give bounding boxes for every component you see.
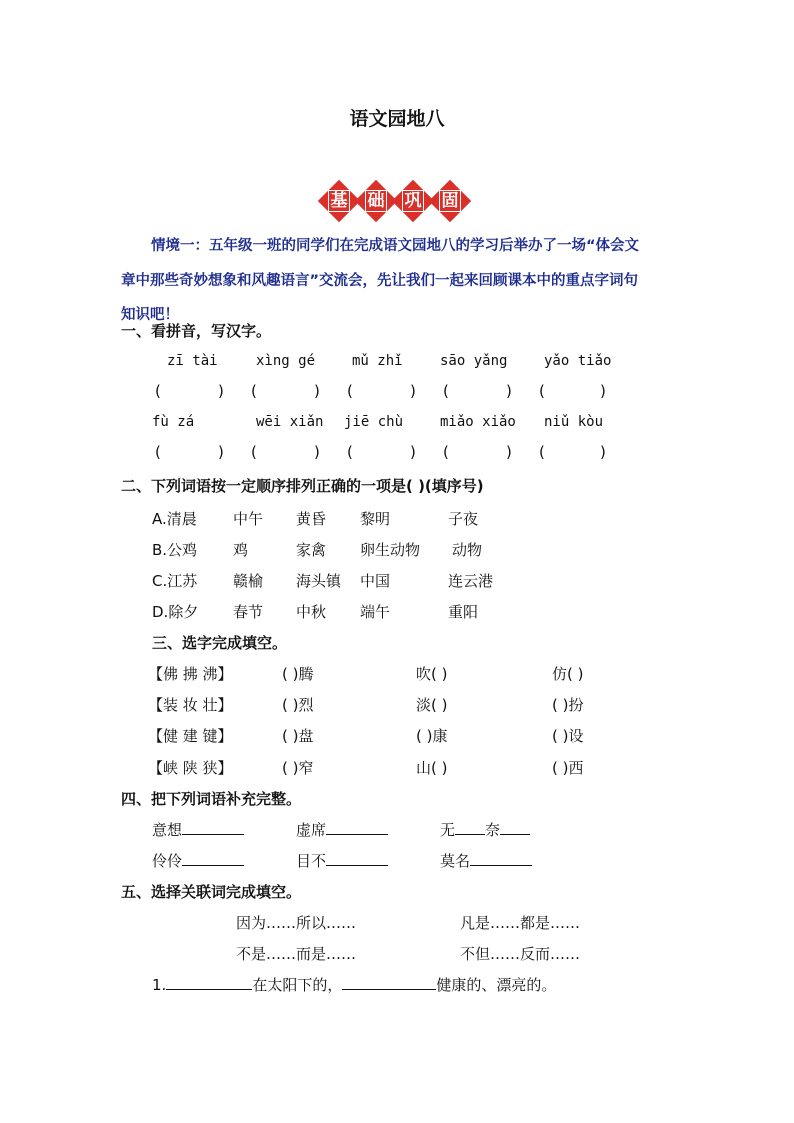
option-item: 子夜 (448, 510, 479, 528)
pinyin: wēi xiǎn (256, 414, 324, 430)
page-title: 语文园地八 (349, 108, 445, 130)
badge-char: 固 (433, 184, 467, 218)
option-item: B.公鸡 (152, 541, 198, 559)
intro-paragraph: 情境一：五年级一班的同学们在完成语文园地八的学习后举办了一场“体会文章中那些奇妙想象和风趣语言”交流会，先让我们一起来回顾课本中的重点字词句知识吧！ (121, 238, 640, 323)
paren-open: ( (539, 382, 545, 400)
option-item: 家禽 (296, 541, 327, 559)
paren-close: ) (410, 443, 416, 461)
paren-open: ( (443, 382, 449, 400)
fill-blank: 淡( ) (416, 696, 448, 714)
fill-blank: ( )腾 (282, 665, 314, 683)
char-group: 【健 建 键】 (148, 727, 233, 745)
idiom-item: 意想 (152, 819, 244, 840)
option-item: 中午 (233, 510, 264, 528)
fill-blank: ( )康 (416, 727, 448, 745)
paren-close: ) (506, 443, 512, 461)
conjunction-pair: 凡是……都是…… (460, 914, 581, 932)
paren-close: ) (314, 443, 320, 461)
option-item: 中国 (360, 572, 391, 590)
paren-open: ( (347, 443, 353, 461)
option-item: 鸡 (233, 541, 249, 559)
pinyin: niǔ kòu (544, 414, 604, 430)
option-item: A.清晨 (152, 510, 197, 528)
fill-blank: ( )西 (552, 759, 584, 777)
option-item: D.除夕 (152, 603, 199, 621)
option-item: 海头镇 (296, 572, 342, 590)
paren-close: ) (600, 443, 606, 461)
fill-blank: ( )扮 (552, 696, 584, 714)
paren-open: ( (155, 443, 161, 461)
paren-open: ( (539, 443, 545, 461)
option-item: 黎明 (360, 510, 391, 528)
badge-char: 础 (359, 184, 393, 218)
fill-blank: ( )设 (552, 727, 584, 745)
section3-heading: 三、选字完成填空。 (152, 634, 288, 652)
conjunction-pair: 不是……而是…… (236, 945, 357, 963)
pinyin: jiē chù (344, 414, 404, 430)
idiom-item: 目不 (296, 850, 388, 871)
conjunction-pair: 不但……反而…… (460, 945, 581, 963)
section2-heading: 二、下列词语按一定顺序排列正确的一项是( )(填序号) (121, 477, 484, 495)
paren-close: ) (218, 443, 224, 461)
pinyin: miǎo xiǎo (440, 414, 516, 430)
section4-heading: 四、把下列词语补充完整。 (121, 790, 302, 808)
option-item: 连云港 (448, 572, 494, 590)
badge-char: 巩 (396, 184, 430, 218)
paren-open: ( (443, 443, 449, 461)
option-item: 赣榆 (233, 572, 264, 590)
char-group: 【装 妆 壮】 (148, 696, 233, 714)
paren-close: ) (218, 382, 224, 400)
paren-close: ) (314, 382, 320, 400)
pinyin: yǎo tiǎo (544, 353, 612, 369)
option-item: 春节 (233, 603, 264, 621)
option-item: 重阳 (448, 603, 479, 621)
section1-heading: 一、看拼音，写汉字。 (121, 322, 272, 340)
pinyin: zī tài (167, 353, 218, 369)
pinyin: xìng gé (256, 353, 316, 369)
char-group: 【峡 陕 狭】 (148, 759, 233, 777)
fill-blank: 仿( ) (552, 665, 584, 683)
idiom-item: 无 奈 (440, 819, 530, 840)
pinyin: sāo yǎng (440, 353, 508, 369)
section5-heading: 五、选择关联词完成填空。 (121, 883, 302, 901)
option-item: C.江苏 (152, 572, 198, 590)
option-item: 动物 (452, 541, 483, 559)
fill-blank: 吹( ) (416, 665, 448, 683)
pinyin: mǔ zhǐ (352, 353, 403, 369)
fill-blank: ( )烈 (282, 696, 314, 714)
fill-blank: ( )窄 (282, 759, 314, 777)
paren-close: ) (506, 382, 512, 400)
paren-open: ( (155, 382, 161, 400)
conjunction-pair: 因为……所以…… (236, 914, 357, 932)
fill-blank: ( )盘 (282, 727, 314, 745)
char-group: 【佛 拂 沸】 (148, 665, 233, 683)
option-item: 中秋 (296, 603, 327, 621)
paren-open: ( (251, 443, 257, 461)
pinyin: fù zá (152, 414, 195, 430)
option-item: 端午 (360, 603, 391, 621)
badge-char: 基 (322, 184, 356, 218)
option-item: 黄昏 (296, 510, 327, 528)
fill-blank: 山( ) (416, 759, 448, 777)
question-1: 1. 在太阳下的， 健康的、漂亮的。 (152, 976, 557, 994)
paren-open: ( (347, 382, 353, 400)
paren-close: ) (410, 382, 416, 400)
section-badge (322, 184, 467, 218)
idiom-item: 虚席 (296, 819, 388, 840)
paren-open: ( (251, 382, 257, 400)
option-item: 卵生动物 (360, 541, 421, 559)
idiom-item: 莫名 (440, 850, 532, 871)
idiom-item: 伶伶 (152, 850, 244, 871)
paren-close: ) (600, 382, 606, 400)
